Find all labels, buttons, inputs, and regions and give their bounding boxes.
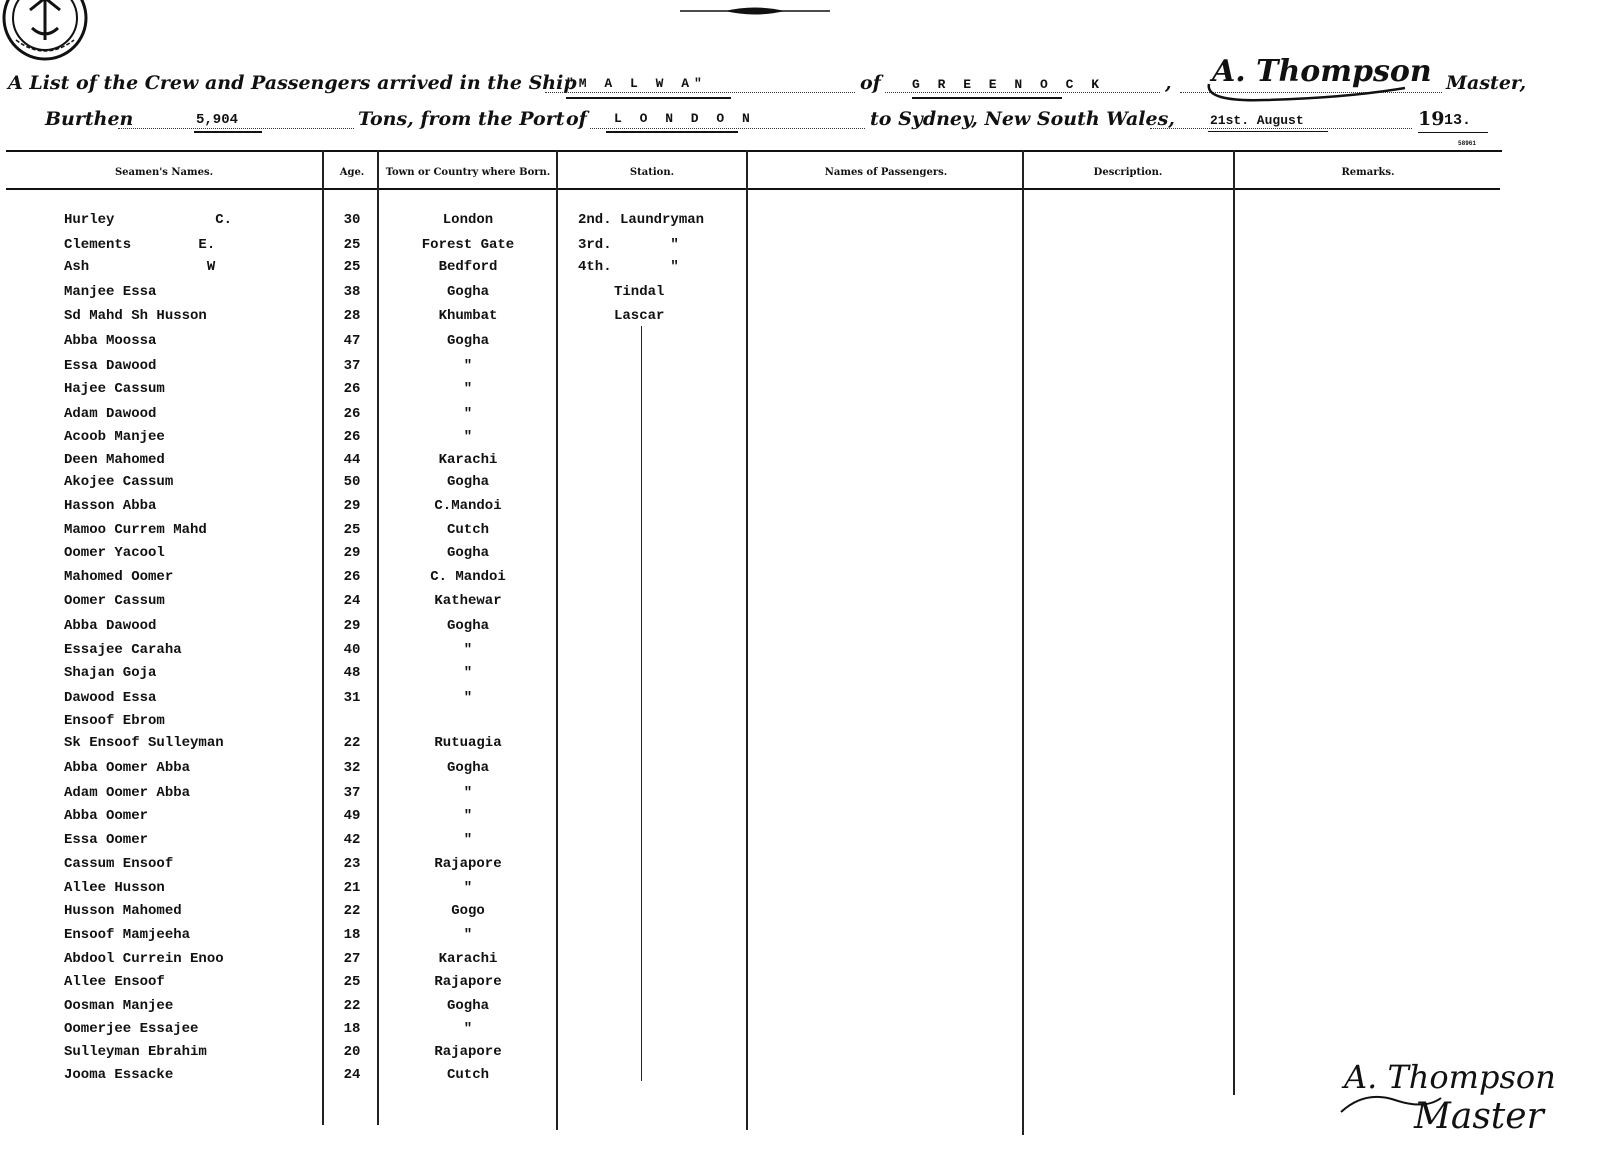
crew-age: 37 bbox=[343, 785, 361, 801]
crew-town: London bbox=[442, 212, 494, 228]
seal-stamp bbox=[0, 0, 95, 70]
crew-town: Rajapore bbox=[434, 1044, 502, 1060]
crew-name: Acoob Manjee bbox=[64, 429, 165, 445]
crew-name: Ensoof Mamjeeha bbox=[64, 927, 191, 943]
crew-name: Abba Dawood bbox=[64, 618, 157, 634]
year-suffix: 13. bbox=[1444, 112, 1472, 129]
crew-age: 18 bbox=[343, 1021, 361, 1037]
master-signature: A. Thompson bbox=[1212, 54, 1432, 89]
crew-town: " bbox=[463, 642, 473, 658]
crew-name: Deen Mahomed bbox=[64, 452, 165, 468]
crew-name: Allee Ensoof bbox=[64, 974, 165, 990]
crew-town: Cutch bbox=[446, 1067, 489, 1083]
heading-line1-prefix: A List of the Crew and Passengers arrived in the Ship bbox=[8, 72, 577, 94]
crew-station: Tindal bbox=[614, 284, 665, 300]
footer-signature-flourish bbox=[1335, 1090, 1445, 1120]
crew-town: " bbox=[463, 429, 473, 445]
top-ornament bbox=[680, 4, 830, 18]
crew-name: Abdool Currein Enoo bbox=[64, 951, 224, 967]
crew-name: Sulleyman Ebrahim bbox=[64, 1044, 207, 1060]
crew-age: 30 bbox=[343, 212, 361, 228]
crew-age: 40 bbox=[343, 642, 361, 658]
crew-station: 4th. " bbox=[578, 259, 679, 275]
header-town: Town or Country where Born. bbox=[385, 167, 551, 178]
crew-town: C. Mandoi bbox=[430, 569, 506, 585]
crew-age: 26 bbox=[343, 381, 361, 397]
crew-age: 25 bbox=[343, 974, 361, 990]
home-port: G R E E N O C K bbox=[912, 77, 1105, 92]
crew-station: 2nd. Laundryman bbox=[578, 212, 705, 228]
crew-age: 22 bbox=[343, 998, 361, 1014]
footer-signature-name: A. Thompson bbox=[1344, 1058, 1556, 1096]
master-label: Master, bbox=[1446, 72, 1527, 94]
crew-name: Ensoof Ebrom bbox=[64, 713, 165, 729]
crew-town: " bbox=[463, 406, 473, 422]
crew-town: " bbox=[463, 381, 473, 397]
crew-age: 26 bbox=[343, 569, 361, 585]
burthen-label: Burthen bbox=[45, 108, 134, 130]
crew-town: Forest Gate bbox=[421, 237, 515, 253]
crew-town: Gogha bbox=[446, 545, 489, 561]
crew-name: Oomer Cassum bbox=[64, 593, 165, 609]
crew-age: 27 bbox=[343, 951, 361, 967]
crew-age: 25 bbox=[343, 259, 361, 275]
crew-name: Sk Ensoof Sulleyman bbox=[64, 735, 224, 751]
crew-age: 20 bbox=[343, 1044, 361, 1060]
crew-age: 47 bbox=[343, 333, 361, 349]
header-station: Station. bbox=[629, 167, 675, 178]
year-prefix: 19 bbox=[1418, 108, 1445, 130]
crew-town: " bbox=[463, 690, 473, 706]
crew-age: 32 bbox=[343, 760, 361, 776]
header-description: Description. bbox=[1093, 167, 1163, 178]
burthen-value: 5,904 bbox=[196, 112, 239, 128]
crew-name: Essa Oomer bbox=[64, 832, 149, 848]
crew-name: Adam Dawood bbox=[64, 406, 157, 422]
crew-name: Sd Mahd Sh Husson bbox=[64, 308, 207, 324]
crew-name: Mamoo Currem Mahd bbox=[64, 522, 207, 538]
crew-name: Shajan Goja bbox=[64, 665, 157, 681]
crew-name: Jooma Essacke bbox=[64, 1067, 174, 1083]
crew-age: 29 bbox=[343, 498, 361, 514]
crew-town: " bbox=[463, 880, 473, 896]
crew-age: 50 bbox=[343, 474, 361, 490]
crew-age: 22 bbox=[343, 903, 361, 919]
crew-town: " bbox=[463, 808, 473, 824]
crew-name: Mahomed Oomer bbox=[64, 569, 174, 585]
crew-name: Adam Oomer Abba bbox=[64, 785, 191, 801]
crew-age: 23 bbox=[343, 856, 361, 872]
crew-town: Khumbat bbox=[438, 308, 498, 324]
header-remarks: Remarks. bbox=[1341, 167, 1395, 178]
crew-name: Oomer Yacool bbox=[64, 545, 165, 561]
crew-town: Gogha bbox=[446, 474, 489, 490]
crew-name: Allee Husson bbox=[64, 880, 165, 896]
crew-age: 25 bbox=[343, 522, 361, 538]
crew-age: 22 bbox=[343, 735, 361, 751]
crew-age: 49 bbox=[343, 808, 361, 824]
crew-name: Oosman Manjee bbox=[64, 998, 174, 1014]
of-label-2: of bbox=[566, 108, 587, 130]
crew-age: 18 bbox=[343, 927, 361, 943]
header-age: Age. bbox=[339, 167, 365, 178]
crew-town: " bbox=[463, 832, 473, 848]
form-code: 58961 bbox=[1458, 140, 1477, 147]
crew-age: 26 bbox=[343, 429, 361, 445]
crew-town: Rutuagia bbox=[434, 735, 502, 751]
crew-station: Lascar bbox=[614, 308, 665, 324]
crew-name: Clements E. bbox=[64, 237, 216, 253]
crew-name: Abba Moossa bbox=[64, 333, 157, 349]
crew-name: Essajee Caraha bbox=[64, 642, 182, 658]
crew-name: Hurley C. bbox=[64, 212, 233, 228]
crew-age: 29 bbox=[343, 545, 361, 561]
crew-age: 31 bbox=[343, 690, 361, 706]
crew-name: Hasson Abba bbox=[64, 498, 157, 514]
crew-town: Cutch bbox=[446, 522, 489, 538]
crew-town: " bbox=[463, 785, 473, 801]
crew-town: Gogha bbox=[446, 284, 489, 300]
crew-town: Kathewar bbox=[434, 593, 502, 609]
crew-town: C.Mandoi bbox=[434, 498, 502, 514]
crew-station: 3rd. " bbox=[578, 237, 679, 253]
crew-name: Abba Oomer bbox=[64, 808, 149, 824]
crew-town: Gogha bbox=[446, 760, 489, 776]
header-seamen-names: Seamen's Names. bbox=[114, 167, 214, 178]
crew-age: 28 bbox=[343, 308, 361, 324]
crew-age: 29 bbox=[343, 618, 361, 634]
crew-town: Rajapore bbox=[434, 974, 502, 990]
crew-age: 21 bbox=[343, 880, 361, 896]
crew-town: " bbox=[463, 358, 473, 374]
crew-town: Karachi bbox=[438, 452, 498, 468]
signature-flourish bbox=[1205, 78, 1415, 106]
port-from: L O N D O N bbox=[614, 111, 755, 126]
crew-town: Gogo bbox=[451, 903, 485, 919]
crew-age: 37 bbox=[343, 358, 361, 374]
crew-age: 24 bbox=[343, 1067, 361, 1083]
crew-name: Hajee Cassum bbox=[64, 381, 165, 397]
crew-name: Oomerjee Essajee bbox=[64, 1021, 199, 1037]
crew-name: Akojee Cassum bbox=[64, 474, 174, 490]
to-sydney-label: to Sydney, New South Wales, bbox=[870, 108, 1175, 130]
crew-name: Essa Dawood bbox=[64, 358, 157, 374]
crew-town: Karachi bbox=[438, 951, 498, 967]
crew-town: Gogha bbox=[446, 333, 489, 349]
footer-signature-title: Master bbox=[1414, 1096, 1544, 1137]
crew-name: Abba Oomer Abba bbox=[64, 760, 191, 776]
tons-from-label: Tons, from the Port bbox=[358, 108, 565, 130]
crew-town: " bbox=[463, 1021, 473, 1037]
header-passengers: Names of Passengers. bbox=[824, 167, 948, 178]
crew-name: Dawood Essa bbox=[64, 690, 157, 706]
crew-name: Ash W bbox=[64, 259, 216, 275]
crew-age: 24 bbox=[343, 593, 361, 609]
crew-town: " bbox=[463, 665, 473, 681]
crew-age: 38 bbox=[343, 284, 361, 300]
crew-name: Cassum Ensoof bbox=[64, 856, 174, 872]
arrival-date: 21st. August bbox=[1210, 113, 1304, 128]
crew-age: 48 bbox=[343, 665, 361, 681]
crew-age: 42 bbox=[343, 832, 361, 848]
crew-town: Rajapore bbox=[434, 856, 502, 872]
crew-town: Gogha bbox=[446, 998, 489, 1014]
crew-name: Husson Mahomed bbox=[64, 903, 182, 919]
of-label: of bbox=[860, 72, 881, 94]
crew-town: Bedford bbox=[438, 259, 498, 275]
crew-age: 25 bbox=[343, 237, 361, 253]
ship-name: "M A L W A" bbox=[566, 76, 707, 91]
crew-town: Gogha bbox=[446, 618, 489, 634]
crew-town: " bbox=[463, 927, 473, 943]
crew-age: 44 bbox=[343, 452, 361, 468]
crew-age: 26 bbox=[343, 406, 361, 422]
crew-name: Manjee Essa bbox=[64, 284, 157, 300]
